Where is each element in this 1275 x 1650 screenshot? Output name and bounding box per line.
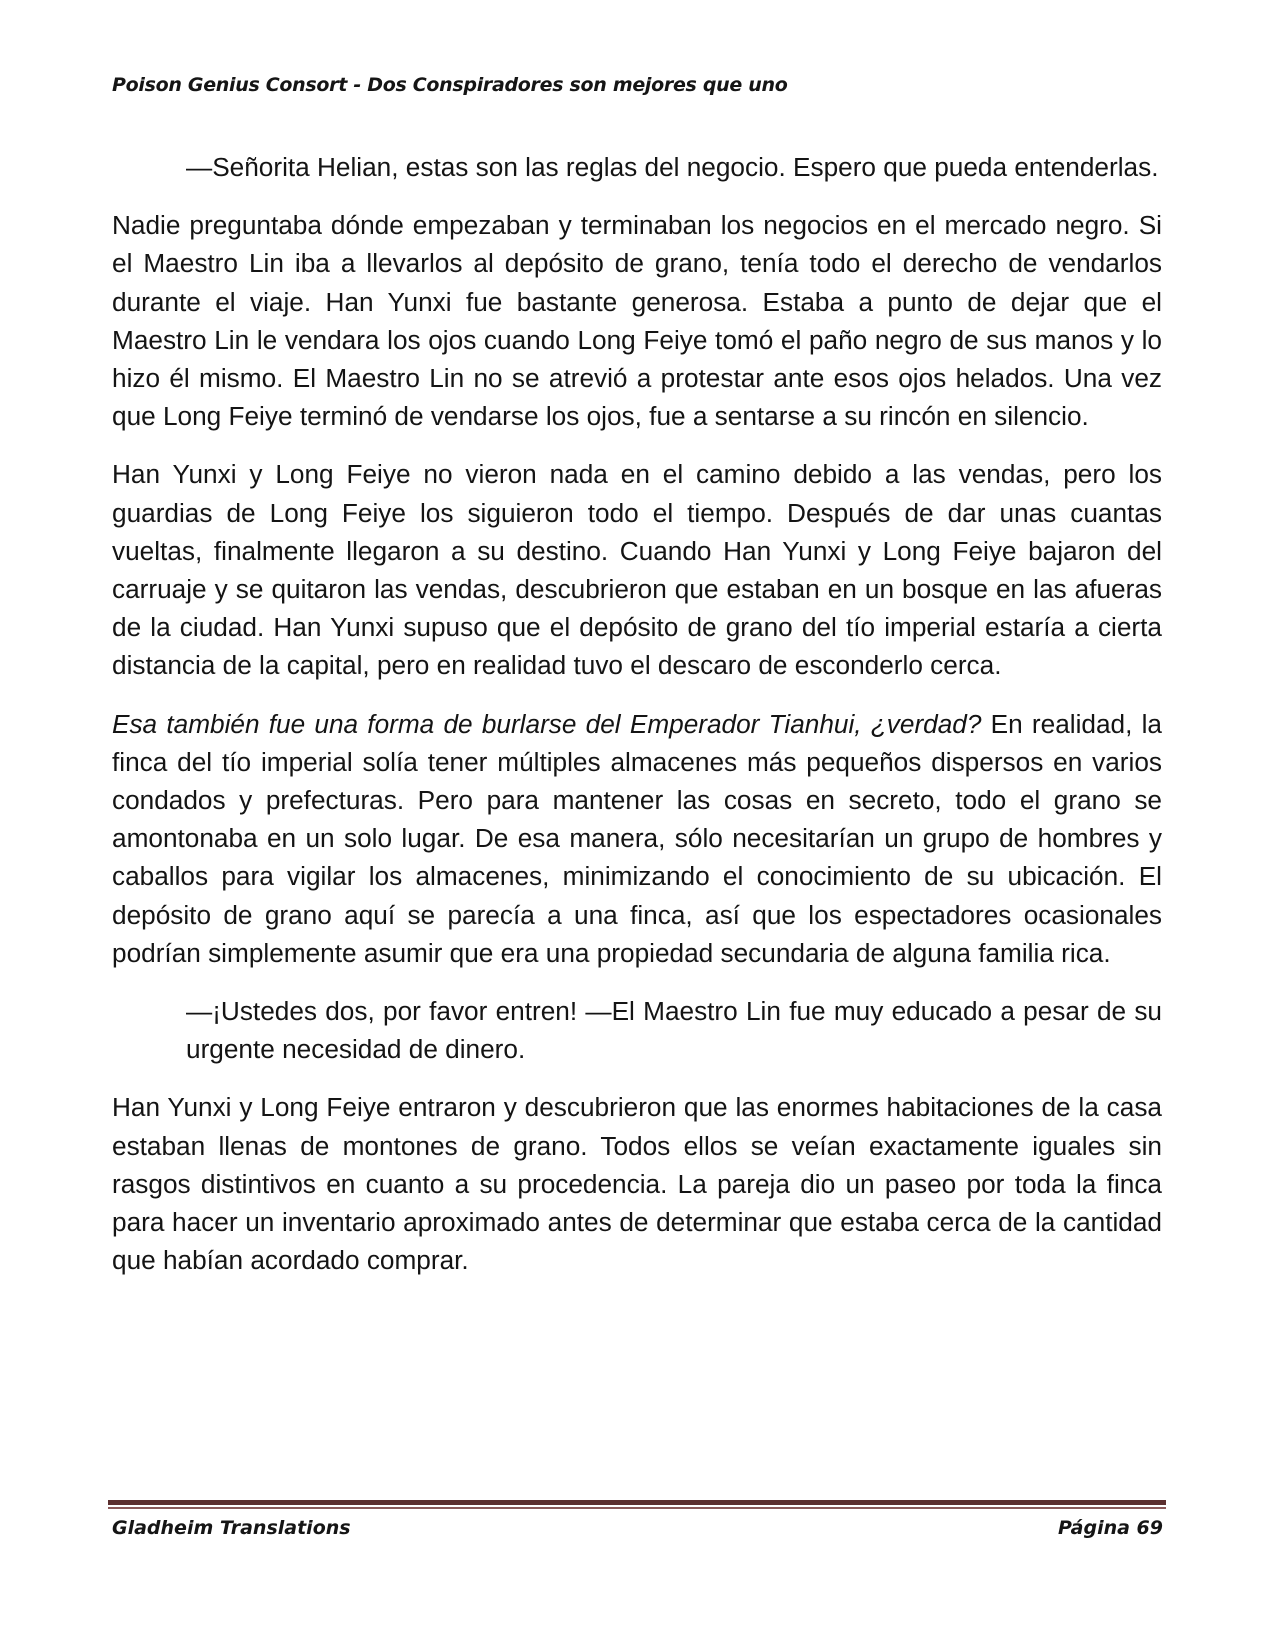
paragraph-6: Han Yunxi y Long Feiye entraron y descubrieron que las enormes habitaciones de la casa estaban llenas de montones de grano. Todos ellos se veían exactamente iguales sin rasgos distintivos en cuanto a su procedencia. La pareja dio un paseo por toda la finca para hacer un inventario aproximado antes de determinar que estaba cerca de la cantidad que habían acordado comprar. (112, 1092, 1162, 1276)
footer-translator: Gladheim Translations (112, 1517, 351, 1539)
running-header: Poison Genius Consort - Dos Conspiradores son mejores que uno (112, 74, 788, 96)
italic-thought: Esa también fue una forma de burlarse del Emperador Tianhui, ¿verdad? (112, 708, 982, 739)
paragraph-4-text: En realidad, la finca del tío imperial solía tener múltiples almacenes más pequeños dispersos en varios condados y prefecturas. Pero para mantener las cosas en secreto, todo el grano se amontonaba en un solo lugar. De esa manera, sólo necesitarían un grupo de hombres y caballos para vigilar los almacenes, minimizando el conocimiento de su ubicación. El depósito de grano aquí se parecía a una finca, así que los espectadores ocasionales podrían simplemente asumir que era una propiedad secundaria de alguna familia rica. (112, 708, 1162, 968)
paragraph-3: Han Yunxi y Long Feiye no vieron nada en el camino debido a las vendas, pero los guardias de Long Feiye los siguieron todo el tiempo. Después de dar unas cuantas vueltas, finalmente llegaron a su destino. Cuando Han Yunxi y Long Feiye bajaron del carruaje y se quitaron las vendas, descubrieron que estaban en un bosque en las afueras de la ciudad. Han Yunxi supuso que el depósito de grano del tío imperial estaría a cierta distancia de la capital, pero en realidad tuvo el descaro de esconderlo cerca. (112, 459, 1162, 681)
paragraph-2: Nadie preguntaba dónde empezaban y terminaban los negocios en el mercado negro. Si el Maestro Lin iba a llevarlos al depósito de grano, tenía todo el derecho de vendarlos durante el viaje. Han Yunxi fue bastante generosa. Estaba a punto de dejar que el Maestro Lin le vendara los ojos cuando Long Feiye tomó el paño negro de sus manos y lo hizo él mismo. El Maestro Lin no se atrevió a protestar ante esos ojos helados. Una vez que Long Feiye terminó de vendarse los ojos, fue a sentarse a su rincón en silencio. (112, 210, 1162, 432)
footer-page-number: Página 69 (1057, 1517, 1163, 1539)
page-body (112, 148, 1162, 1299)
dialogue-paragraph-5: —¡Ustedes dos, por favor entren! —El Maestro Lin fue muy educado a pesar de su urgente necesidad de dinero. (186, 996, 1162, 1065)
footer-divider-thin (108, 1507, 1166, 1509)
paragraph-4 (112, 705, 1162, 972)
footer-divider-thick (108, 1500, 1166, 1505)
footer-divider (108, 1500, 1166, 1509)
dialogue-paragraph-1: —Señorita Helian, estas son las reglas del negocio. Espero que pueda entenderlas. (186, 152, 1159, 182)
